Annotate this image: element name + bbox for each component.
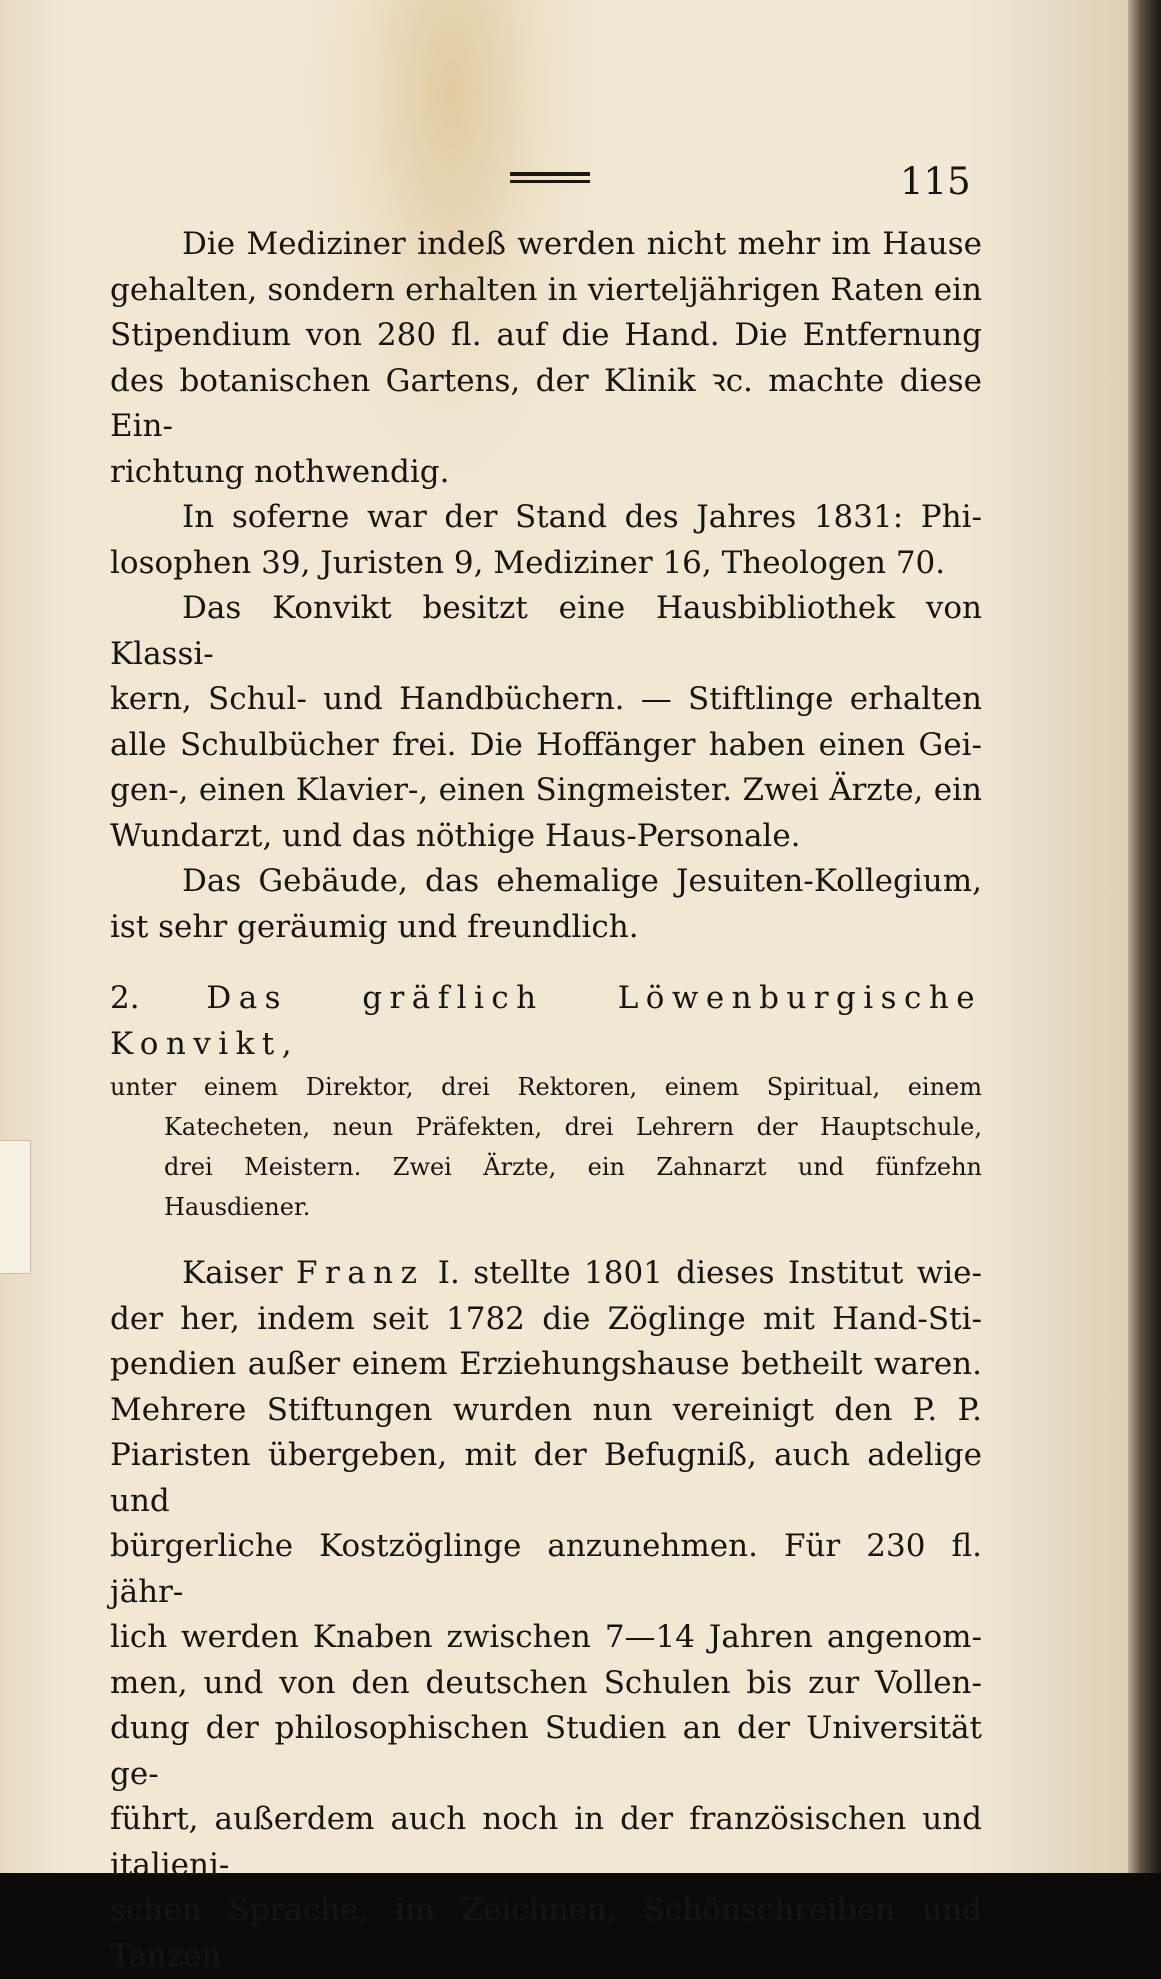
text-line: gen-, einen Klavier-, einen Singmeister. Zwei Ärzte, ein <box>110 772 982 808</box>
page-number: 115 <box>900 160 971 203</box>
text-line: kern, Schul- und Handbüchern. — Stiftlinge erhalten <box>110 681 982 717</box>
text-line <box>110 1251 982 1297</box>
first-line-suffix: I. stellte 1801 dieses Institut wie- <box>437 1255 983 1291</box>
text-line: In soferne war der Stand des Jahres 1831: Phi- <box>182 499 982 535</box>
text-line: pendien außer einem Erziehungshause betheilt waren. <box>110 1346 982 1382</box>
text-line: lich werden Knaben zwischen 7—14 Jahren angenom- <box>110 1619 982 1655</box>
text-line: schen Sprache, im Zeichnen, Schönschreiben und Tanzen <box>110 1892 982 1974</box>
header-rule <box>510 172 590 176</box>
text-line: führt, außerdem auch noch in der französischen und italieni- <box>110 1801 982 1883</box>
header-rule-lower <box>510 180 590 183</box>
text-line: gehalten, sondern erhalten in vierteljährigen Raten ein <box>110 271 982 308</box>
text-line: Piaristen übergeben, mit der Befugniß, auch adelige und <box>110 1437 982 1519</box>
text-line: alle Schulbücher frei. Die Hoffänger haben einen Gei- <box>110 726 982 763</box>
text-line: des botanischen Gartens, der Klinik ꝛc. machte diese Ein- <box>110 362 982 444</box>
text-line: Wundarzt, und das nöthige Haus-Personale. <box>110 817 801 854</box>
text-line: dung der philosophischen Studien an der Universität ge- <box>110 1710 982 1792</box>
text-line: Stipendium von 280 fl. auf die Hand. Die Entfernung <box>110 317 982 353</box>
section-detail-line: Katecheten, neun Präfekten, drei Lehrern der Hauptschule, <box>164 1113 982 1141</box>
section-detail-line: unter einem Direktor, drei Rektoren, einem Spiritual, einem <box>110 1073 982 1101</box>
section-detail-line: drei Meistern. Zwei Ärzte, ein Zahnarzt und fünfzehn <box>164 1153 982 1181</box>
text-line: Das Gebäude, das ehemalige Jesuiten-Kollegium, <box>182 863 982 899</box>
section-title: Das gräflich Löwenburgische Konvikt, <box>110 980 983 1062</box>
text-line: Die Mediziner indeß werden nicht mehr im Hause <box>182 226 982 262</box>
text-line: men, und von den deutschen Schulen bis zur Vollen- <box>110 1664 982 1701</box>
section-number: 2. <box>110 980 140 1016</box>
page-edge-shadow <box>1128 0 1161 1873</box>
paragraph-gap <box>110 1227 982 1251</box>
paper-tab <box>0 1140 31 1274</box>
text-line: bürgerliche Kostzöglinge anzunehmen. Für 230 fl. jähr- <box>110 1528 982 1610</box>
text-line: Das Konvikt besitzt eine Hausbibliothek von Klassi- <box>110 590 982 672</box>
page-body <box>110 222 982 1979</box>
text-line: losophen 39, Juristen 9, Mediziner 16, Theologen 70. <box>110 544 946 581</box>
text-line: ist sehr geräumig und freundlich. <box>110 908 639 945</box>
emperor-name: Franz <box>296 1255 425 1291</box>
section-detail-line: Hausdiener. <box>164 1193 311 1221</box>
text-line: richtung nothwendig. <box>110 453 450 490</box>
first-line-prefix: Kaiser <box>182 1255 283 1291</box>
text-line: der her, indem seit 1782 die Zöglinge mit Hand-Sti- <box>110 1300 982 1337</box>
text-line: Mehrere Stiftungen wurden nun vereinigt den P. P. <box>110 1391 982 1428</box>
section-heading <box>110 976 982 1067</box>
